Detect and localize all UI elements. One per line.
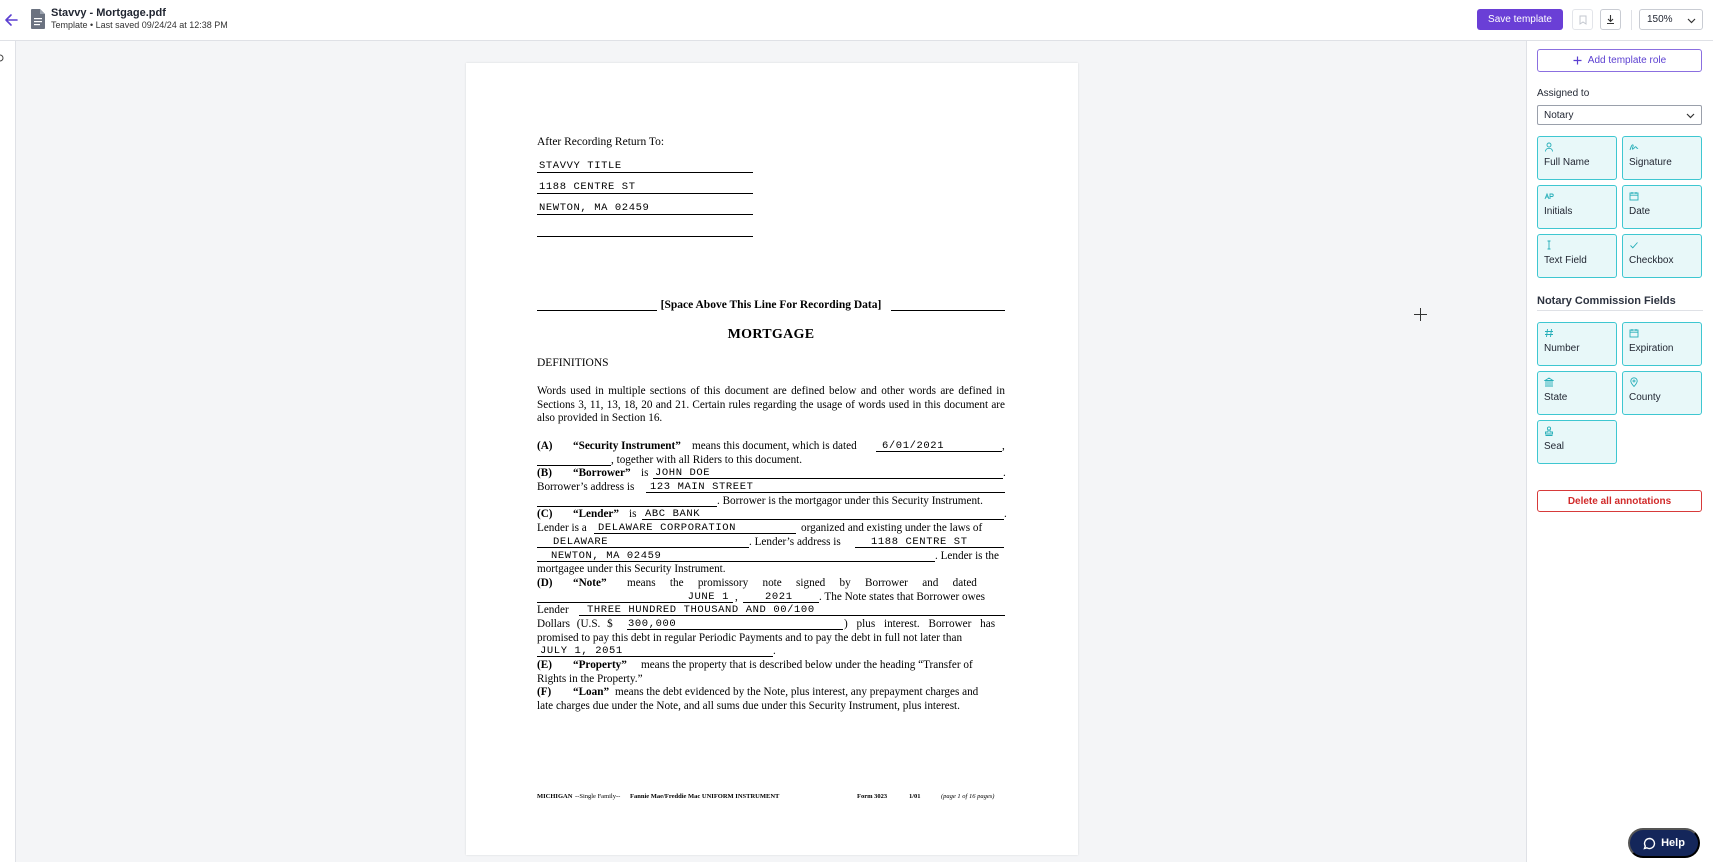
help-button[interactable] — [1628, 828, 1700, 858]
field-tile-label: Checkbox — [1629, 255, 1674, 266]
def-text: means the property that is described below under the heading “Transfer of — [641, 659, 973, 671]
security-instrument-date: 6/01/2021 — [876, 440, 1002, 452]
def-term: “Lender” — [573, 508, 619, 521]
bookmark-icon — [1578, 15, 1588, 25]
field-tile-full-name[interactable] — [1537, 136, 1617, 180]
footer-rev: 1/01 — [909, 793, 921, 800]
crosshair-cursor-icon — [1414, 308, 1427, 321]
lender-name: ABC BANK — [642, 508, 1004, 520]
definition-b-cont — [537, 495, 1005, 509]
def-text: means the debt evidenced by the Note, plus interest, any prepayment charges and — [615, 686, 979, 699]
field-tile-label: Seal — [1544, 441, 1565, 452]
field-tile-label: Full Name — [1544, 157, 1590, 168]
def-text: . Borrower is the mortgagor under this Security Instrument. — [717, 494, 983, 507]
field-tile-label: Signature — [1629, 157, 1672, 168]
def-term: “Loan” — [573, 686, 610, 699]
delete-all-annotations-button[interactable]: Delete all annotations — [1537, 490, 1702, 512]
location-pin-icon — [1629, 377, 1639, 387]
note-year: 2021 — [743, 591, 819, 603]
definition-d-lender — [537, 604, 1005, 618]
field-tile-seal[interactable] — [1537, 420, 1617, 464]
def-text: promised to pay this debt in regular Periodic Payments and to pay the debt in full not later than — [537, 631, 963, 644]
assigned-to-value: Notary — [1544, 109, 1574, 121]
def-text: ) plus interest. Borrower has — [844, 617, 996, 630]
definition-e — [537, 659, 1005, 673]
zoom-select[interactable] — [1639, 9, 1703, 30]
return-line: 1188 CENTRE ST — [537, 181, 753, 194]
recording-data-line — [537, 299, 1005, 311]
definition-d-promise — [537, 632, 1005, 646]
def-label: (D) — [537, 576, 553, 589]
hash-icon — [1544, 328, 1554, 338]
definition-a: (A) “Security Instrument” means this document, which is dated 6/01/2021 , — [537, 440, 1005, 452]
footer-form: Form 3023 — [857, 793, 888, 800]
def-text: Dollars (U.S. $ — [537, 617, 613, 630]
definition-d-due: JULY 1, 2051 . — [537, 645, 1005, 659]
return-line: NEWTON, MA 02459 — [537, 202, 753, 215]
footer-family: --Single Family-- — [575, 793, 621, 800]
field-tile-label: County — [1629, 392, 1661, 403]
add-role-label: Add template role — [1587, 55, 1667, 66]
def-text: Borrower’s address is — [537, 481, 635, 494]
loan-amount: 300,000 — [627, 618, 843, 630]
field-tile-label: State — [1544, 392, 1568, 403]
rule-line — [891, 310, 1005, 311]
chat-bubble-icon — [1643, 837, 1656, 850]
toolbar-divider — [1631, 10, 1632, 30]
field-tile-expiration[interactable] — [1622, 322, 1702, 366]
notary-commission-title: Notary Commission Fields — [1537, 295, 1703, 311]
def-text: is — [629, 508, 637, 521]
def-text: organized and existing under the laws of — [801, 522, 983, 535]
def-text: Lender — [537, 604, 569, 617]
lender-address-line1: 1188 CENTRE ST — [855, 536, 1004, 548]
def-term: “Borrower” — [573, 467, 631, 480]
left-tool-gutter — [0, 41, 16, 862]
definitions-heading: DEFINITIONS — [537, 357, 609, 369]
definition-e-cont — [537, 673, 1005, 687]
field-tile-label: Expiration — [1629, 343, 1674, 354]
loan-due-date: JULY 1, 2051 — [537, 645, 773, 657]
lender-organization: DELAWARE CORPORATION — [594, 522, 796, 534]
def-label: (B) — [537, 467, 552, 480]
definition-b-address — [537, 481, 1005, 495]
field-tile-label: Date — [1629, 206, 1651, 217]
definition-c: (C) “Lender” is ABC BANK . — [537, 508, 1007, 521]
definition-f-cont — [537, 700, 1005, 714]
definition-d — [537, 577, 1005, 591]
comment-tool-icon[interactable] — [0, 51, 5, 61]
top-bar — [0, 0, 1713, 41]
def-label: (C) — [537, 508, 553, 521]
download-icon — [1605, 14, 1616, 25]
bookmark-button[interactable] — [1572, 9, 1593, 30]
def-text: Lender is a — [537, 522, 587, 535]
definitions-list — [537, 440, 1005, 714]
def-label: (A) — [537, 440, 553, 452]
download-button[interactable] — [1600, 9, 1621, 30]
def-term: “Property” — [573, 659, 627, 671]
field-tile-number[interactable] — [1537, 322, 1617, 366]
save-template-button[interactable]: Save template — [1477, 9, 1563, 30]
file-title: Stavvy - Mortgage.pdf — [51, 7, 166, 19]
borrower-name: JOHN DOE — [653, 467, 1003, 479]
blank-line — [537, 454, 611, 466]
fields-panel — [1526, 41, 1713, 862]
field-tile-signature[interactable] — [1622, 136, 1702, 180]
field-tile-label: Text Field — [1544, 255, 1587, 266]
return-line: STAVVY TITLE — [537, 160, 753, 173]
rule-line — [537, 310, 657, 311]
def-text: . Lender is the — [935, 549, 999, 562]
add-template-role-button[interactable] — [1537, 49, 1702, 72]
def-term: “Security Instrument” — [573, 440, 681, 452]
lender-address-line2: NEWTON, MA 02459 — [537, 550, 935, 562]
document-file-icon — [30, 8, 46, 30]
zoom-value: 150% — [1647, 14, 1673, 25]
last-saved-status: Template • Last saved 09/24/24 at 12:38 PM — [51, 20, 228, 30]
def-term: “Note” — [573, 576, 607, 589]
document-page[interactable] — [466, 63, 1078, 855]
building-icon — [1544, 377, 1554, 387]
definition-c-org — [537, 522, 1005, 536]
person-icon — [1544, 142, 1554, 152]
def-text: late charges due under the Note, and all sums due under this Security Instrument, plus interest. — [537, 700, 960, 713]
check-icon — [1629, 240, 1639, 250]
assigned-to-label: Assigned to — [1537, 88, 1590, 99]
chevron-down-icon — [1687, 16, 1696, 25]
field-tile-state[interactable] — [1537, 371, 1617, 415]
field-tile-county[interactable] — [1622, 371, 1702, 415]
definition-d-amount — [537, 618, 1005, 632]
stamp-icon — [1544, 426, 1554, 436]
field-tile-date[interactable] — [1622, 185, 1702, 229]
initials-icon — [1544, 191, 1554, 201]
def-text: . The Note states that Borrower owes — [819, 590, 986, 603]
definition-a-cont — [537, 454, 1005, 468]
field-tile-checkbox[interactable] — [1622, 234, 1702, 278]
footer-instrument: Fannie Mae/Freddie Mac UNIFORM INSTRUMENT — [630, 793, 780, 800]
assigned-to-select[interactable] — [1537, 105, 1702, 125]
return-line — [537, 224, 753, 237]
definitions-intro: Words used in multiple sections of this document are defined below and other words are defined in Sections 3, 11, 13, 18, 20 and 21. Certain rules regarding the usage of words used in this document are also provided in Section 16. — [537, 385, 1005, 425]
lender-state: DELAWARE — [537, 536, 749, 548]
document-heading: MORTGAGE — [727, 327, 815, 342]
definition-d-date: JUNE 1 , 2021 . The Note states that Borrower owes — [537, 591, 1005, 605]
field-tile-label: Number — [1544, 343, 1580, 354]
definition-c-cont — [537, 563, 1005, 577]
def-text: means the promissory note signed by Borrower and dated — [627, 576, 977, 589]
field-tile-text-field[interactable] — [1537, 234, 1617, 278]
calendar-icon — [1629, 328, 1639, 338]
def-label: (F) — [537, 686, 552, 699]
note-date: JUNE 1 — [537, 591, 733, 603]
field-tile-initials[interactable] — [1537, 185, 1617, 229]
chevron-down-icon — [1686, 111, 1695, 120]
amount-in-words: THREE HUNDRED THOUSAND AND 00/100 — [579, 604, 1005, 616]
definition-b: (B) “Borrower” is JOHN DOE . — [537, 467, 1006, 480]
footer-state: MICHIGAN — [537, 793, 573, 800]
blank-line — [537, 495, 717, 507]
help-label: Help — [1661, 837, 1685, 849]
definition-c-state — [537, 536, 1005, 550]
def-text: means this document, which is dated — [692, 440, 857, 452]
def-text: is — [641, 467, 649, 480]
footer-page: (page 1 of 16 pages) — [941, 793, 995, 800]
def-label: (E) — [537, 659, 552, 671]
calendar-icon — [1629, 191, 1639, 201]
def-text: mortgagee under this Security Instrument. — [537, 563, 726, 576]
def-text: . Lender’s address is — [749, 535, 841, 548]
signature-icon — [1629, 142, 1639, 152]
back-arrow-icon[interactable] — [2, 10, 20, 30]
borrower-address: 123 MAIN STREET — [646, 481, 1005, 493]
plus-icon — [1573, 56, 1582, 65]
definition-c-addr — [537, 550, 1005, 564]
def-text: Rights in the Property.” — [537, 672, 643, 685]
def-text: , together with all Riders to this document. — [611, 453, 803, 466]
definition-f — [537, 686, 1005, 700]
field-tile-label: Initials — [1544, 206, 1573, 217]
space-above-text: [Space Above This Line For Recording Data] — [660, 299, 882, 311]
return-to-title: After Recording Return To: — [537, 136, 665, 148]
text-cursor-icon — [1544, 240, 1554, 250]
